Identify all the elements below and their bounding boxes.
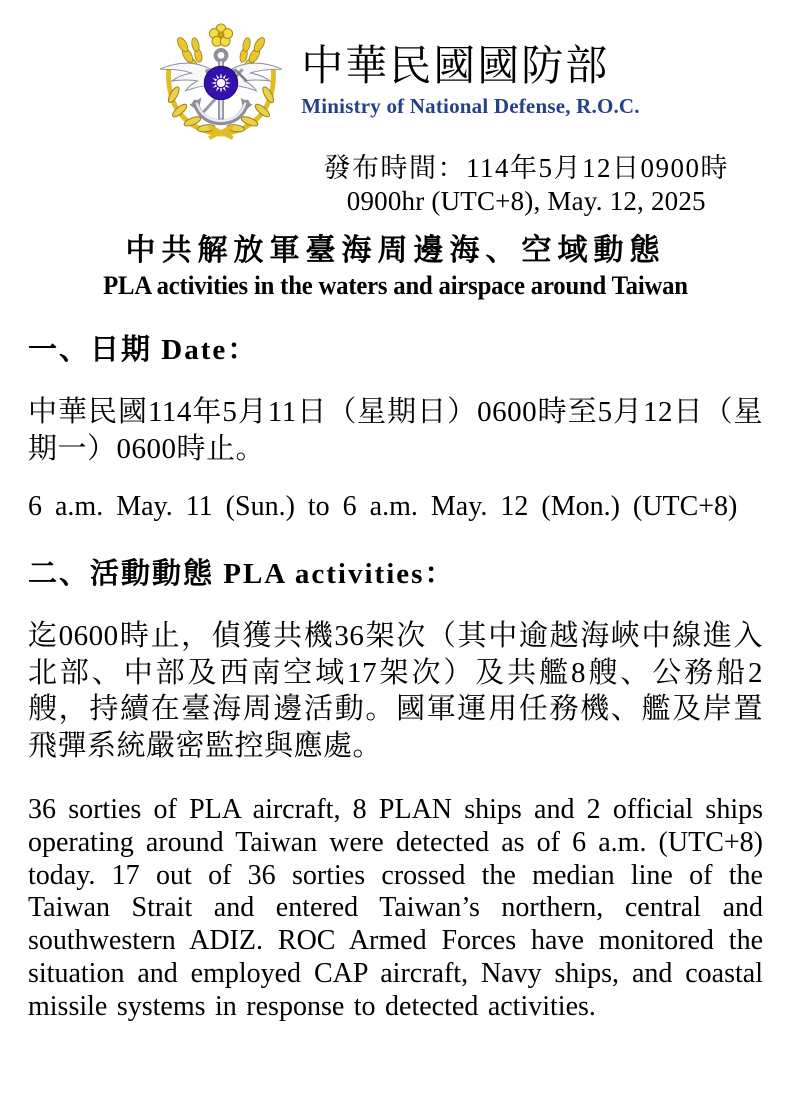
section-heading-date: 一、日期 Date： — [28, 334, 259, 367]
org-name-en: Ministry of National Defense, R.O.C. — [301, 93, 640, 118]
document-title-en: PLA activities in the waters and airspace around Taiwan — [103, 270, 688, 300]
masthead — [151, 20, 640, 142]
document-title-zh: 中共解放軍臺海周邊海、空域動態 — [125, 233, 666, 267]
release-time-block — [324, 152, 730, 218]
date-paragraph-zh: 中華民國114年5月11日（星期日）0600時至5月12日（星期一）0600時止。 — [28, 396, 763, 465]
release-time-zh: 發布時間：114年5月12日0900時 — [323, 153, 729, 183]
org-name-zh: 中華民國國防部 — [301, 44, 610, 91]
activities-paragraph-en: 36 sorties of PLA aircraft, 8 PLAN ships and 2 official ships operating around Taiwan were detected as of 6 a.m. (UTC+8) today. 17 out of 36 sorties crossed the median line of the Taiwan Strait and entered Taiwan’s northern, central and southwestern ADIZ. ROC Armed Forces have monitored the situation and employed CAP aircraft, Navy ships, and coastal missile systems in response to detected activities. — [28, 794, 763, 1022]
mnd-emblem-icon — [151, 20, 291, 142]
section-activities — [28, 559, 763, 1023]
date-paragraph-en: 6 a.m. May. 11 (Sun.) to 6 a.m. May. 12 (Mon.) (UTC+8) — [28, 491, 738, 523]
section-heading-activities: 二、活動動態 PLA activities： — [28, 558, 456, 591]
org-name-block — [301, 43, 640, 118]
release-time-en: 0900hr (UTC+8), May. 12, 2025 — [346, 185, 706, 216]
activities-paragraph-zh: 迄0600時止，偵獲共機36架次（其中逾越海峽中線進入北部、中部及西南空域17架次）及共艦8艘、公務船2艘，持續在臺海周邊活動。國軍運用任務機、艦及岸置飛彈系統嚴密監控與應處。 — [28, 620, 763, 762]
section-date — [28, 335, 763, 524]
